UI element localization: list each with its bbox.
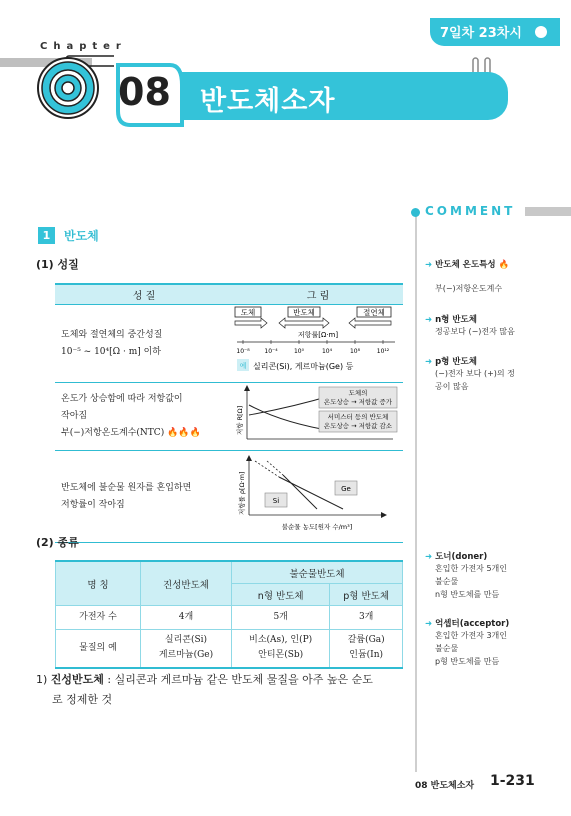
arrow-icon: ➜ xyxy=(425,315,433,325)
table-row xyxy=(55,305,403,383)
box-label: 서미스터 등의 반도체 xyxy=(327,413,389,421)
example-tag: 예 xyxy=(239,362,247,370)
term: 진성반도체 xyxy=(50,673,104,686)
label-semiconductor: 반도체 xyxy=(293,308,315,317)
footer-chapter: 08 반도체소자 xyxy=(415,781,475,791)
col-header-property: 성 질 xyxy=(55,284,233,305)
col-header-intrinsic: 진성반도체 xyxy=(141,561,232,606)
hose-reel-icon xyxy=(34,50,114,126)
page-number: 1-231 xyxy=(490,773,535,789)
box-label: 도체의 xyxy=(348,389,368,397)
section-title: 반도체 xyxy=(64,229,99,243)
comment-item: ➜ 반도체 온도특성 🔥 부(−)저항온도계수 xyxy=(425,260,510,293)
item-number: 1) xyxy=(36,673,48,686)
x-axis-label: 불순물 농도[원자 수/m³] xyxy=(281,523,353,531)
table-row: 물질의 예 실리콘(Si) 게르마늄(Ge) 비소(As), 인(P) 안티몬(Sb) 갈륨(Ga) 인듐(In) xyxy=(56,630,403,668)
cell-text: 도체와 절연체의 중간성질 xyxy=(61,329,163,340)
day-label: 7일차 23차시 xyxy=(440,26,522,41)
series-label-si: Si xyxy=(272,497,280,505)
series-label-ge: Ge xyxy=(341,485,351,493)
impurity-resistivity-graph xyxy=(233,451,403,535)
temperature-resistance-graph xyxy=(233,383,403,443)
comment-dot-icon xyxy=(411,208,420,217)
label-resistivity: 저항률[Ω·m] xyxy=(297,331,339,339)
col-header-name: 명 칭 xyxy=(56,561,141,606)
label-conductor: 도체 xyxy=(240,308,256,317)
y-axis-label: 저항 R[Ω] xyxy=(236,405,244,435)
subsection-title: (2) 종류 xyxy=(36,536,79,549)
col-header-impurity: 불순물반도체 xyxy=(232,561,403,584)
section-number: 1 xyxy=(38,227,55,244)
box-label: 온도상승 → 저항값 증가 xyxy=(323,398,393,406)
tick-label: 10⁸ xyxy=(349,348,361,355)
types-table xyxy=(55,560,403,669)
y-axis-label: 저항률 ρ[Ω·m] xyxy=(238,471,246,515)
comment-item: ➜ p형 반도체 (−)전자 보다 (+)의 정 공이 많음 xyxy=(425,357,515,391)
cell-text: 저항률이 작아짐 xyxy=(61,499,125,510)
flame-icon: 🔥 xyxy=(498,260,510,270)
cell-text: 반도체에 불순물 원자를 혼입하면 xyxy=(61,482,192,493)
arrow-icon: ➜ xyxy=(425,357,433,367)
cell-text: 10⁻⁵ ~ 10⁴[Ω · m] 이하 xyxy=(61,346,161,357)
box-label: 온도상승 → 저항값 감소 xyxy=(323,422,393,430)
cell-text: 부(−)저항온도계수(NTC) xyxy=(61,428,165,438)
comment-item: ➜ n형 반도체 정공보다 (−)전자 많음 xyxy=(425,315,515,336)
arrow-icon: ➜ xyxy=(425,260,433,270)
subsection-title: (1) 성질 xyxy=(36,258,79,271)
chapter-number: 08 xyxy=(118,70,171,114)
col-header-figure: 그 림 xyxy=(233,284,403,305)
comment-divider xyxy=(415,212,417,772)
table-row xyxy=(55,383,403,451)
example-text: 실리콘(Si), 게르마늄(Ge) 등 xyxy=(253,362,354,371)
properties-table xyxy=(55,283,403,543)
comment-item: ➜ 도너(doner) 혼입한 가전자 5개인 불순물 n형 반도체를 만듬 xyxy=(425,552,507,599)
arrow-icon: ➜ xyxy=(425,619,433,629)
tick-label: 10¹² xyxy=(376,348,390,355)
chapter-title: 반도체소자 xyxy=(200,86,336,117)
comment-item: ➜ 억셉터(acceptor) 혼입한 가전자 3개인 불순물 p형 반도체를 만듬 xyxy=(425,619,510,666)
resistivity-scale-diagram xyxy=(233,305,403,375)
tick-label: 10⁻⁴ xyxy=(264,348,278,355)
body-text: 로 정제한 것 xyxy=(52,693,113,706)
cell-text: 온도가 상승함에 따라 저항값이 xyxy=(61,394,183,404)
arrow-icon: ➜ xyxy=(425,552,433,562)
flame-icon: 🔥🔥🔥 xyxy=(167,428,201,438)
day-dot-icon xyxy=(535,26,547,38)
col-header-n-type: n형 반도체 xyxy=(232,584,330,606)
body-paragraph xyxy=(36,670,406,710)
table-row xyxy=(55,451,403,543)
chapter-word: Chapter xyxy=(40,41,127,52)
body-text: : 실리콘과 게르마늄 같은 반도체 물질을 아주 높은 순도 xyxy=(103,673,373,686)
tick-label: 10⁰ xyxy=(293,348,305,355)
comment-bar xyxy=(525,207,571,216)
tick-label: 10⁻⁸ xyxy=(236,348,250,355)
cell-text: 작아짐 xyxy=(61,411,88,421)
label-insulator: 절연체 xyxy=(363,308,385,317)
table-row: 가전자 수 4개 5개 3개 xyxy=(56,606,403,630)
tick-label: 10⁴ xyxy=(321,348,333,355)
col-header-p-type: p형 반도체 xyxy=(330,584,403,606)
comment-heading: COMMENT xyxy=(425,204,516,218)
